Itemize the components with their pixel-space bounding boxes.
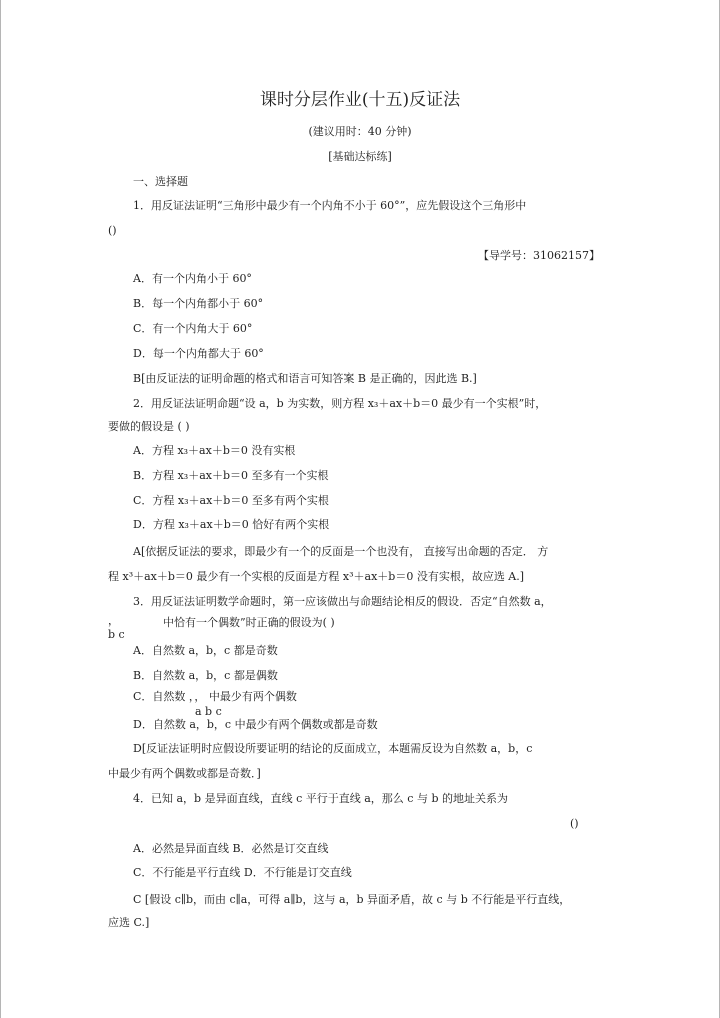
time-note: (建议用时：40 分钟)	[308, 125, 412, 138]
q1-paren: ()	[108, 224, 117, 237]
q3-stem-cont: 中恰有一个偶数”时正确的假设为( )	[163, 616, 335, 629]
q3-option-b: B．自然数 a，b，c 都是偶数	[133, 669, 278, 682]
q2-option-b: B．方程 x₃＋ax＋b＝0 至多有一个实根	[133, 469, 329, 482]
q2-stem-cont: 要做的假设是 ( )	[108, 420, 190, 433]
q2-stem: 2．用反证法证明命题“设 a，b 为实数，则方程 x₃＋ax＋b＝0 最少有一个实根”时，	[133, 397, 547, 410]
q4-answer-line1: C [假设 c∥b，而由 c∥a，可得 a∥b，这与 a，b 异面矛盾，故 c 与 b 不行能是平行直线，	[133, 893, 571, 906]
q1-option-d: D．每一个内角都大于 60°	[133, 347, 264, 360]
level-label: [基础达标练]	[328, 150, 392, 163]
q3-stem-letters: b c	[108, 628, 125, 641]
q3-answer-line1: D[反证法证明时应假设所要证明的结论的反面成立，本题需反设为自然数 a，b，c	[133, 742, 533, 755]
q1-option-b: B．每一个内角都小于 60°	[133, 297, 264, 310]
q1-option-c: C．有一个内角大于 60°	[133, 322, 253, 335]
q1-ref-number: 【导学号：31062157】	[478, 249, 600, 262]
q4-paren: ()	[570, 817, 579, 830]
q2-option-d: D．方程 x₃＋ax＋b＝0 恰好有两个实根	[133, 518, 330, 531]
section-heading: 一、选择题	[133, 175, 188, 188]
q3-option-c-letters: a b c	[195, 705, 222, 718]
q3-option-a: A．自然数 a，b，c 都是奇数	[133, 644, 278, 657]
q2-answer-line2: 程 x³＋ax＋b＝0 最少有一个实根的反面是方程 x³＋ax＋b＝0 没有实根，故应选 A.]	[108, 570, 525, 583]
q4-option-ab: A．必然是异面直线 B．必然是订交直线	[133, 842, 329, 855]
q4-option-cd: C．不行能是平行直线 D．不行能是订交直线	[133, 866, 352, 879]
q1-stem: 1．用反证法证明“三角形中最少有一个内角不小于 60°”，应先假设这个三角形中	[133, 199, 527, 212]
q1-answer: B[由反证法的证明命题的格式和语言可知答案 B 是正确的，因此选 B.]	[133, 372, 477, 385]
q2-option-a: A．方程 x₃＋ax＋b＝0 没有实根	[133, 444, 296, 457]
q2-option-c: C．方程 x₃＋ax＋b＝0 至多有两个实根	[133, 494, 329, 507]
q4-stem: 4．已知 a，b 是异面直线，直线 c 平行于直线 a，那么 c 与 b 的地址关系为	[133, 792, 508, 805]
q3-option-d: D．自然数 a，b，c 中最少有两个偶数或都是奇数	[133, 718, 378, 731]
q2-answer-line1: A[依据反证法的要求，即最少有一个的反面是一个也没有， 直接写出命题的否定． 方	[133, 545, 549, 558]
q3-answer-line2: 中最少有两个偶数或都是奇数．]	[108, 767, 261, 780]
q1-option-a: A．有一个内角小于 60°	[133, 272, 252, 285]
q3-option-c: C．自然数 ，， 中最少有两个偶数	[133, 690, 297, 703]
q3-stem: 3．用反证法证明数学命题时，第一应该做出与命题结论相反的假设．否定“自然数 a，	[133, 595, 552, 608]
q3-stem-comma: ，	[108, 614, 119, 627]
q4-answer-line2: 应选 C.]	[108, 916, 150, 929]
page-title: 课时分层作业(十五)反证法	[259, 90, 461, 110]
